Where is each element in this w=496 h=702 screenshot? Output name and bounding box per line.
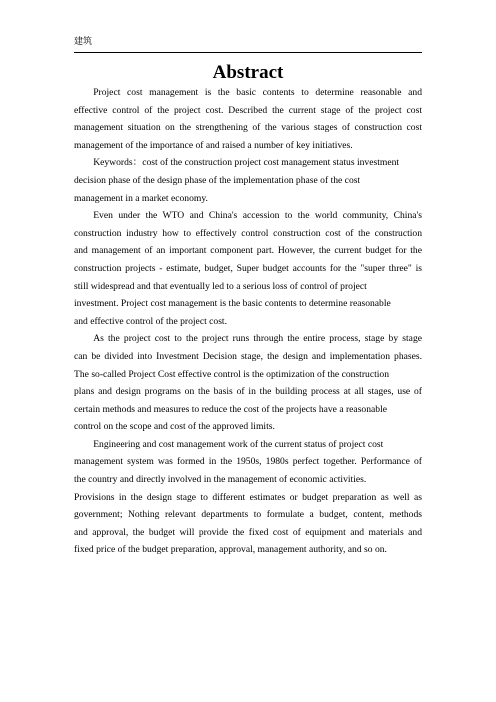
paragraph-5 xyxy=(74,436,422,559)
text-line: Engineering and cost management work of the current status of project cost xyxy=(93,438,384,450)
text-line: the country and directly involved in the management of economic activities. xyxy=(74,474,367,486)
text-line: construction industry how to effectively control construction cost of the construction xyxy=(74,227,422,239)
text-line: management in a market economy. xyxy=(74,192,208,204)
paragraph-keywords xyxy=(74,154,422,207)
text-line: Even under the WTO and China's accession to the world community, China's xyxy=(93,210,422,222)
header-rule xyxy=(74,52,422,53)
text-line: investment. Project cost management is the basic contents to determine reasonable xyxy=(74,298,391,310)
body-text xyxy=(74,84,422,559)
paragraph-3 xyxy=(74,207,422,330)
text-line: can be divided into Investment Decision stage, the design and implementation phases. xyxy=(74,350,422,362)
text-line: and management of an important component part. However, the current budget for the xyxy=(74,245,422,257)
text-line xyxy=(74,154,422,172)
keywords-label: Keywords： xyxy=(93,157,143,169)
page-title: Abstract xyxy=(212,62,284,83)
paragraph-1 xyxy=(74,84,422,154)
text-line: and approval, the budget will provide the fixed cost of equipment and materials and xyxy=(74,526,422,538)
text-line: The so-called Project Cost effective control is the optimization of the construction xyxy=(74,368,389,380)
text-line: plans and design programs on the basis of in the building process at all stages, use of xyxy=(74,386,422,398)
text-line: Provisions in the design stage to different estimates or budget preparation as well as xyxy=(74,491,422,503)
running-header: 建筑 xyxy=(74,37,93,47)
text-line: Project cost management is the basic contents to determine reasonable and xyxy=(93,87,422,98)
text-line: and effective control of the project cost. xyxy=(74,315,227,327)
text-line: construction projects - estimate, budget, Super budget accounts for the "super three" is xyxy=(74,262,422,274)
text-line: government; Nothing relevant departments to formulate a budget, content, methods xyxy=(74,509,422,521)
text-line: management situation on the strengthening of the various stages of construction cost xyxy=(74,122,422,134)
text-line: effective control of the project cost. Described the current stage of the project cost xyxy=(74,104,422,116)
text-line: management of the importance of and raised a number of key initiatives. xyxy=(74,139,353,151)
text-line: certain methods and measures to reduce the cost of the projects have a reasonable xyxy=(74,403,388,415)
text-line: management system was formed in the 1950s, 1980s perfect together. Performance of xyxy=(74,456,422,468)
paragraph-4 xyxy=(74,330,422,436)
text-line: As the project cost to the project runs through the entire process, stage by stage xyxy=(93,333,422,345)
text-line: still widespread and that eventually led to a serious loss of control of project xyxy=(74,280,367,292)
text-line: control on the scope and cost of the approved limits. xyxy=(74,421,275,433)
text-line: fixed price of the budget preparation, approval, management authority, and so on. xyxy=(74,544,387,556)
keywords-text: cost of the construction project cost management status investment xyxy=(142,157,400,169)
text-line: decision phase of the design phase of the implementation phase of the cost xyxy=(74,174,361,186)
